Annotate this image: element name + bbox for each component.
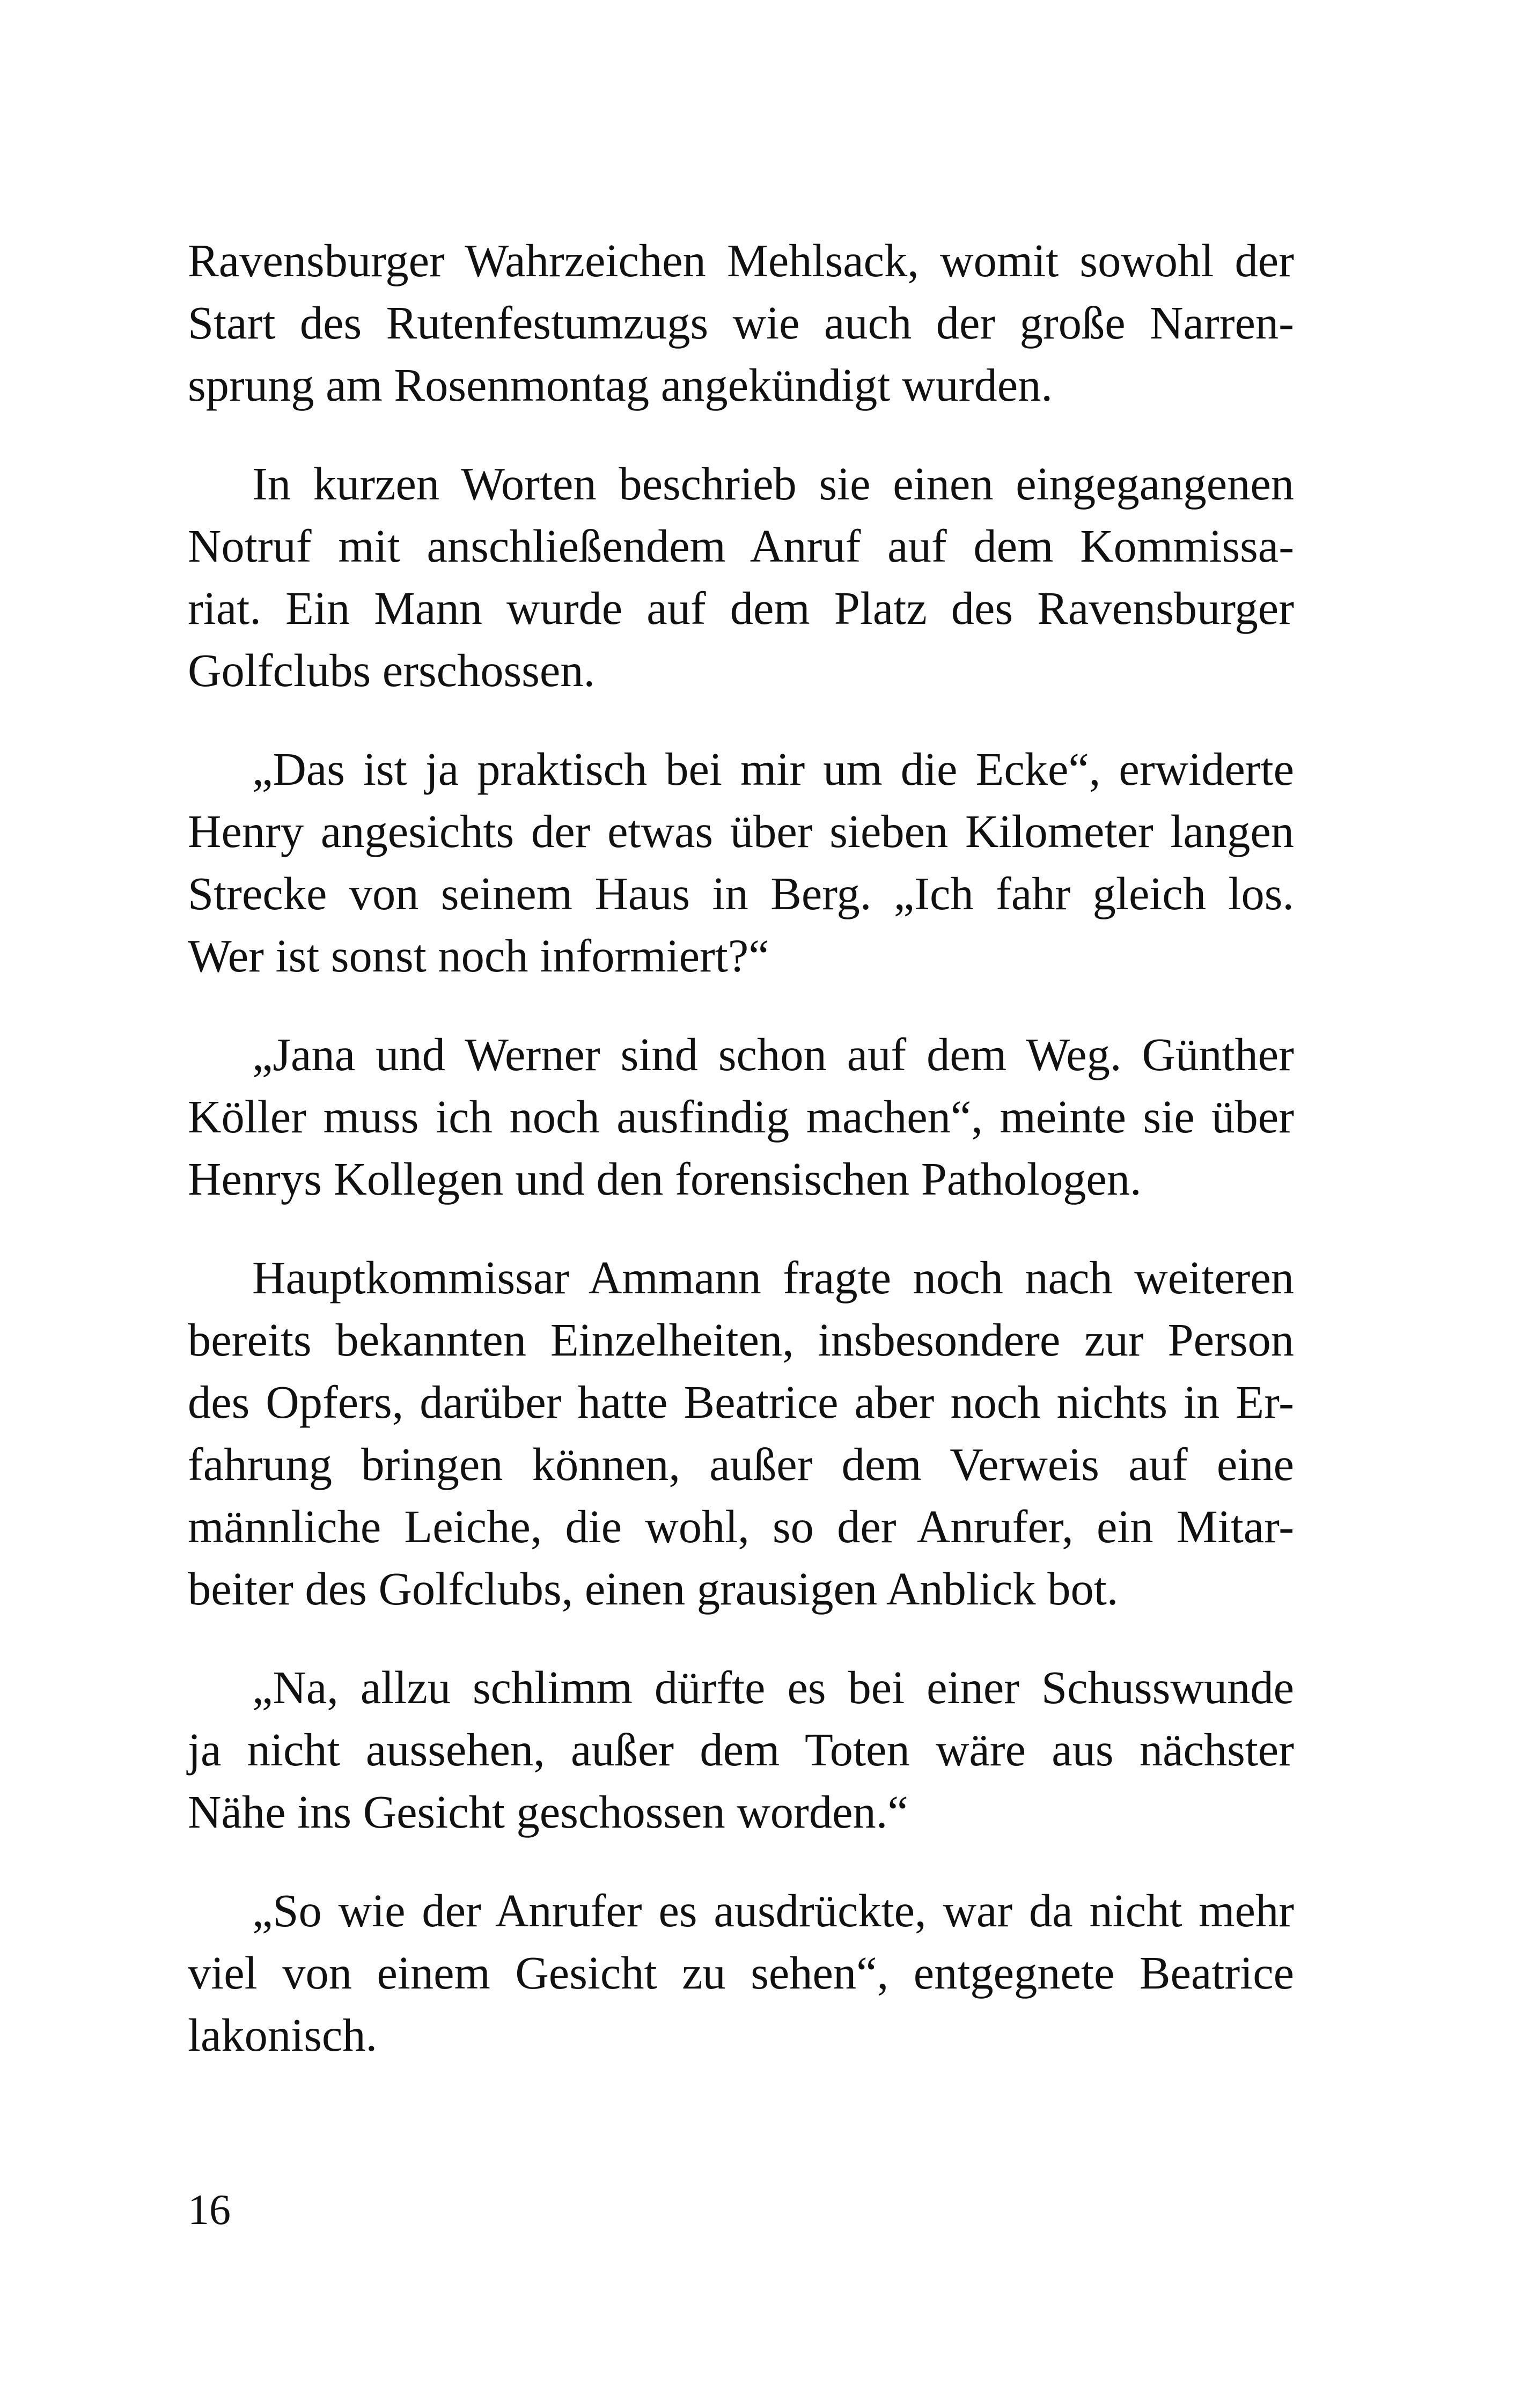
text-line: Ravensburger Wahrzeichen Mehlsack, womit sowohl der [188,235,1294,286]
text-line: Henry angesichts der etwas über sieben Kilometer langen [188,806,1294,857]
text-line: In kurzen Worten beschrieb sie einen eingegangenen [252,458,1294,510]
text-line: Start des Rutenfestumzugs wie auch der große Narren- [188,297,1294,349]
text-line: ja nicht aussehen, außer dem Toten wäre aus nächster [188,1724,1294,1776]
paragraph [188,1880,1294,2066]
paragraph [188,1247,1294,1620]
text-line: riat. Ein Mann wurde auf dem Platz des Ravensburger [188,583,1294,634]
text-line: beiter des Golfclubs, einen grausigen Anblick bot. [188,1563,1119,1615]
text-line: Notruf mit anschließendem Anruf auf dem Kommissa- [188,520,1294,572]
paragraph [188,1656,1294,1843]
paragraph [188,453,1294,702]
text-line: viel von einem Gesicht zu sehen“, entgegnete Beatrice [188,1947,1294,1999]
text-line: bereits bekannten Einzelheiten, insbesondere zur Person [188,1314,1294,1366]
text-line: des Opfers, darüber hatte Beatrice aber noch nichts in Er- [188,1376,1294,1428]
text-line: „Jana und Werner sind schon auf dem Weg. Günther [252,1029,1294,1080]
text-line: Wer ist sonst noch informiert?“ [188,930,769,982]
text-line: Henrys Kollegen und den forensischen Pathologen. [188,1153,1142,1205]
text-line: Köller muss ich noch ausfindig machen“, meinte sie über [188,1091,1294,1143]
body-text [188,230,1294,2103]
text-line: Nähe ins Gesicht geschossen worden.“ [188,1786,908,1838]
text-line: „Na, allzu schlimm dürfte es bei einer Schusswunde [252,1662,1294,1713]
text-line: „So wie der Anrufer es ausdrückte, war da nicht mehr [252,1885,1294,1936]
text-line: fahrung bringen können, außer dem Verweis auf eine [188,1439,1294,1490]
text-line: männliche Leiche, die wohl, so der Anrufer, ein Mitar- [188,1501,1294,1552]
text-line: lakonisch. [188,2009,378,2061]
text-line: „Das ist ja praktisch bei mir um die Ecke“, erwiderte [252,743,1294,795]
text-line: sprung am Rosenmontag angekündigt wurden. [188,359,1053,411]
paragraph [188,738,1294,987]
text-line: Golfclubs erschossen. [188,645,596,696]
text-line: Strecke von seinem Haus in Berg. „Ich fahr gleich los. [188,868,1294,919]
paragraph [188,1023,1294,1210]
paragraph [188,230,1294,416]
text-line: Hauptkommissar Ammann fragte noch nach weiteren [252,1252,1294,1304]
page-number: 16 [188,2186,231,2234]
